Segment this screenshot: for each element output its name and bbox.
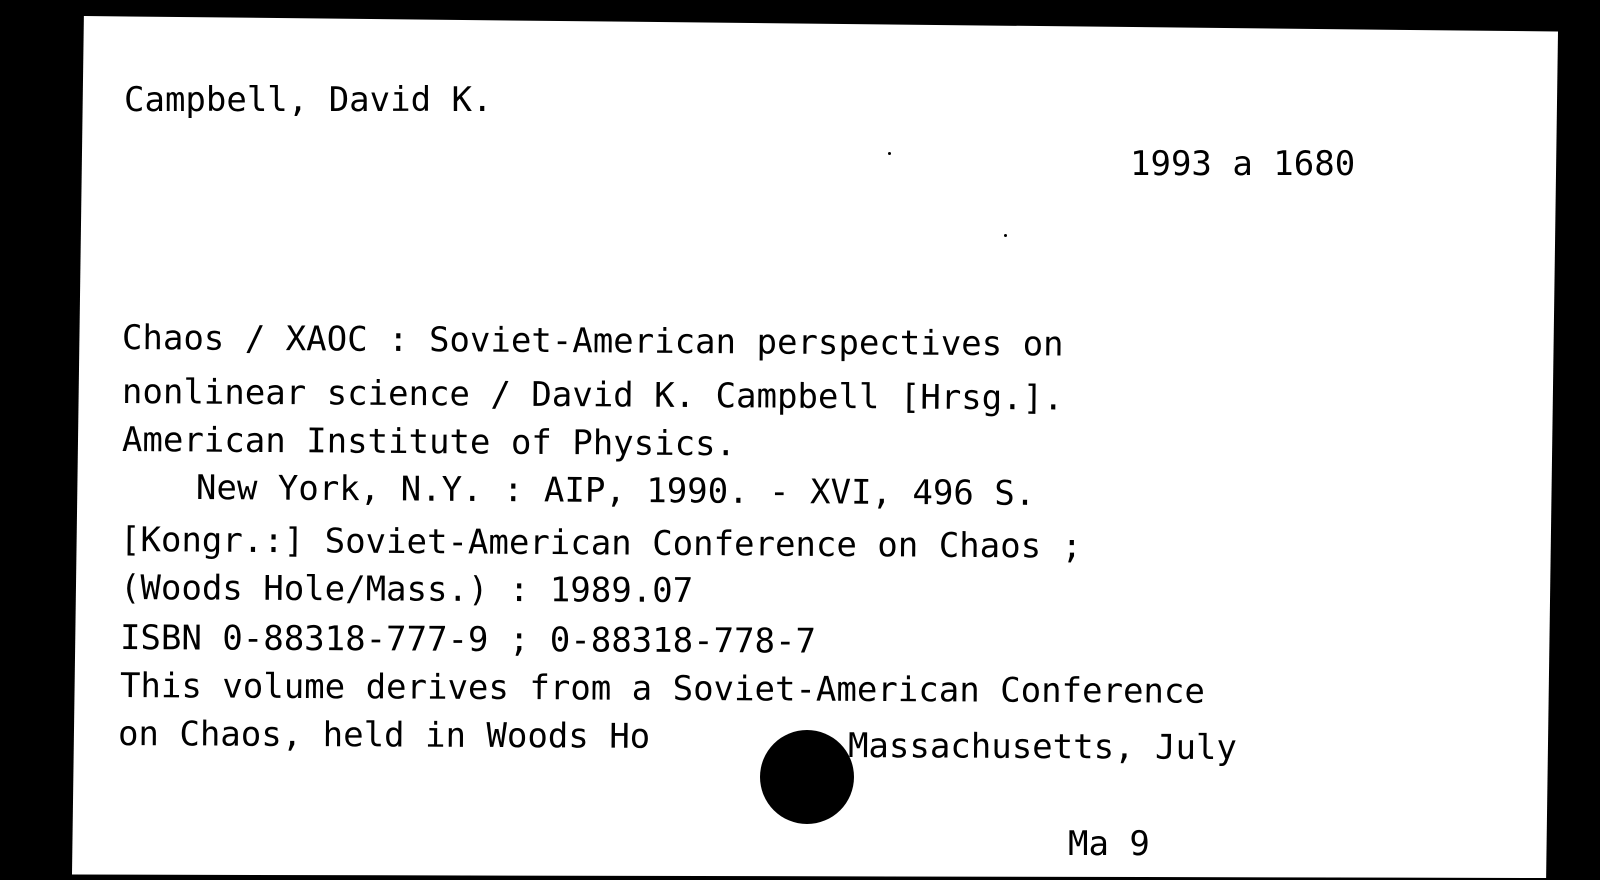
note-line-2-start: on Chaos, held in Woods Ho (117, 714, 651, 757)
imprint-line: New York, N.Y. : AIP, 1990. - XVI, 496 S. (195, 468, 1036, 514)
note-line-2-end: Massachusetts, July (847, 726, 1238, 769)
title-line-2: nonlinear science / David K. Campbell [Hrsg.]. (121, 372, 1064, 419)
dust-speck (888, 152, 891, 155)
call-number: 1993 a 1680 (1130, 144, 1356, 184)
conference-line-1: [Kongr.:] Soviet-American Conference on Chaos ; (119, 520, 1083, 567)
conference-line-2: (Woods Hole/Mass.) : 1989.07 (119, 568, 694, 612)
title-line-1: Chaos / XAOC : Soviet-American perspectives on (121, 318, 1064, 365)
dust-speck (1004, 234, 1007, 237)
note-line-1: This volume derives from a Soviet-American Conference (119, 666, 1205, 712)
author-heading: Campbell, David K. (124, 80, 493, 120)
title-line-3: American Institute of Physics. (121, 420, 737, 465)
punch-hole (760, 730, 854, 824)
isbn-line: ISBN 0-88318-777-9 ; 0-88318-778-7 (119, 618, 817, 662)
shelf-mark: Ma 9 (1068, 824, 1150, 864)
